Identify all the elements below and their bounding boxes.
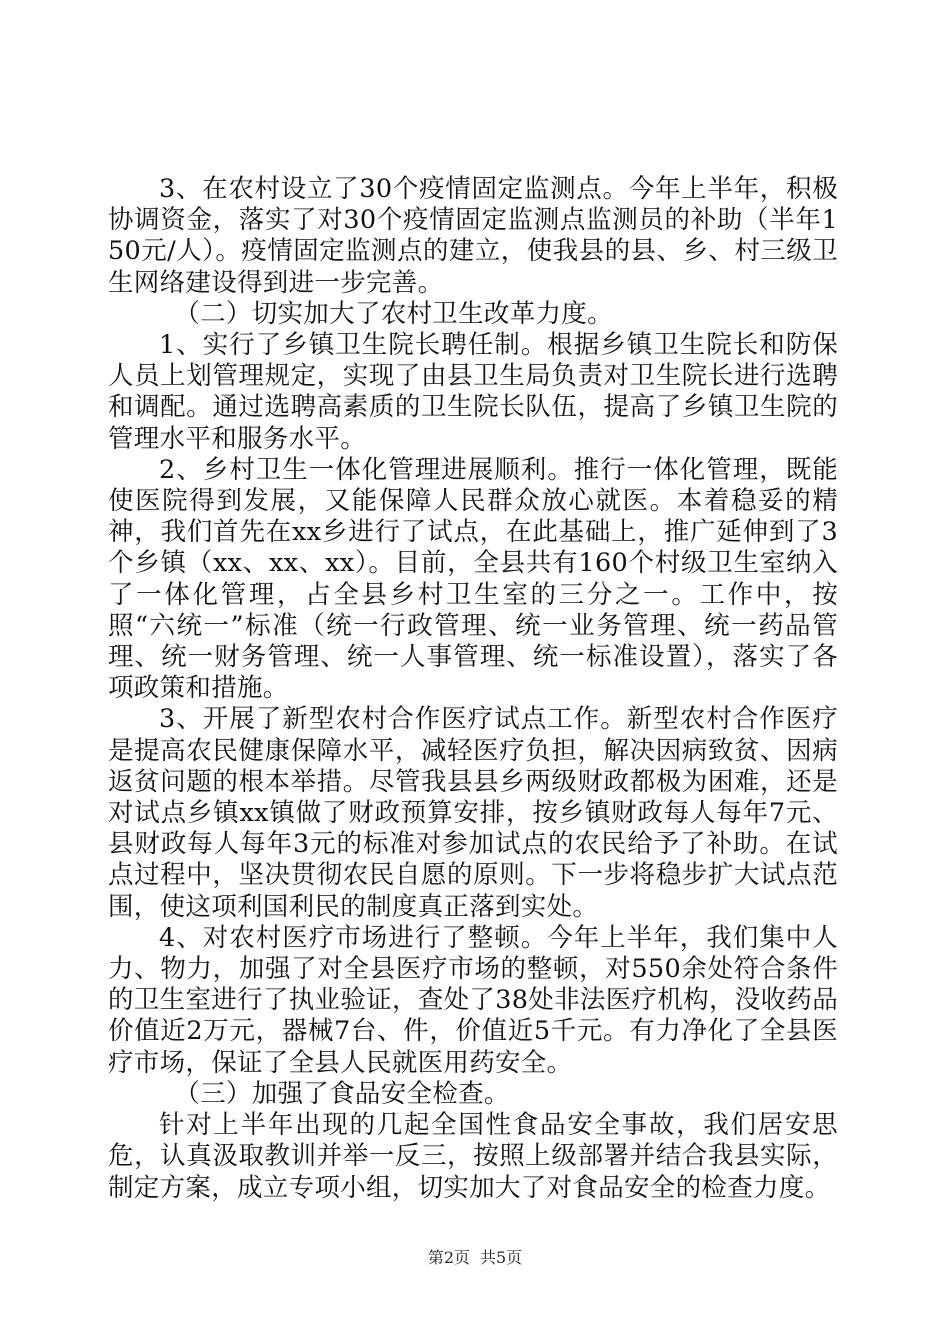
page-number-current: 第2页 xyxy=(427,1248,470,1267)
paragraph-cooperative-medical-pilot: 3、开展了新型农村合作医疗试点工作。新型农村合作医疗是提高农民健康保障水平，减轻医疗负担，解决因病致贫、因病返贫问题的根本举措。尽管我县县乡两级财政都极为困难，还是对试点乡镇xx镇做了财政预算安排，按乡镇财政每人每年7元、县财政每人每年3元的标准对参加试点的农民给予了补助。在试点过程中，坚决贯彻农民自愿的原则。下一步将稳步扩大试点范围，使这项利国利民的制度真正落到实处。 xyxy=(108,704,838,922)
section-heading-food-safety: （三）加强了食品安全检查。 xyxy=(174,1078,510,1109)
page-number-total: 共5页 xyxy=(480,1248,523,1267)
paragraph-integrated-management: 2、乡村卫生一体化管理进展顺利。推行一体化管理，既能使医院得到发展，又能保障人民群众放心就医。本着稳妥的精神，我们首先在xx乡进行了试点，在此基础上，推广延伸到了3个乡镇（xx、xx、xx）。目前，全县共有160个村级卫生室纳入了一体化管理，占全县乡村卫生室的三分之一。工作中，按照“六统一”标准（统一行政管理、统一业务管理、统一药品管理、统一财务管理、统一人事管理、统一标准设置），落实了各项政策和措施。 xyxy=(108,454,838,704)
paragraph-hospital-director-hiring: 1、实行了乡镇卫生院长聘任制。根据乡镇卫生院长和防保人员上划管理规定，实现了由县卫生局负责对卫生院长进行选聘和调配。通过选聘高素质的卫生院长队伍，提高了乡镇卫生院的管理水平和服务水平。 xyxy=(108,330,838,454)
page-footer xyxy=(0,1245,950,1268)
section-heading-rural-reform: （二）切实加大了农村卫生改革力度。 xyxy=(174,298,613,329)
paragraph-monitoring-points: 3、在农村设立了30个疫情固定监测点。今年上半年，积极协调资金，落实了对30个疫情固定监测点监测员的补助（半年150元/人）。疫情固定监测点的建立，使我县的县、乡、村三级卫生网络建设得到进一步完善。 xyxy=(108,174,838,298)
paragraph-medical-market-rectification: 4、对农村医疗市场进行了整顿。今年上半年，我们集中人力、物力，加强了对全县医疗市场的整顿，对550余处符合条件的卫生室进行了执业验证，查处了38处非法医疗机构，没收药品价值近2万元，器械7台、件，价值近5千元。有力净化了全县医疗市场，保证了全县人民就医用药安全。 xyxy=(108,922,838,1078)
document-body xyxy=(108,174,838,1204)
paragraph-food-safety-inspection: 针对上半年出现的几起全国性食品安全事故，我们居安思危，认真汲取教训并举一反三，按照上级部署并结合我县实际，制定方案，成立专项小组，切实加大了对食品安全的检查力度。 xyxy=(108,1110,838,1203)
